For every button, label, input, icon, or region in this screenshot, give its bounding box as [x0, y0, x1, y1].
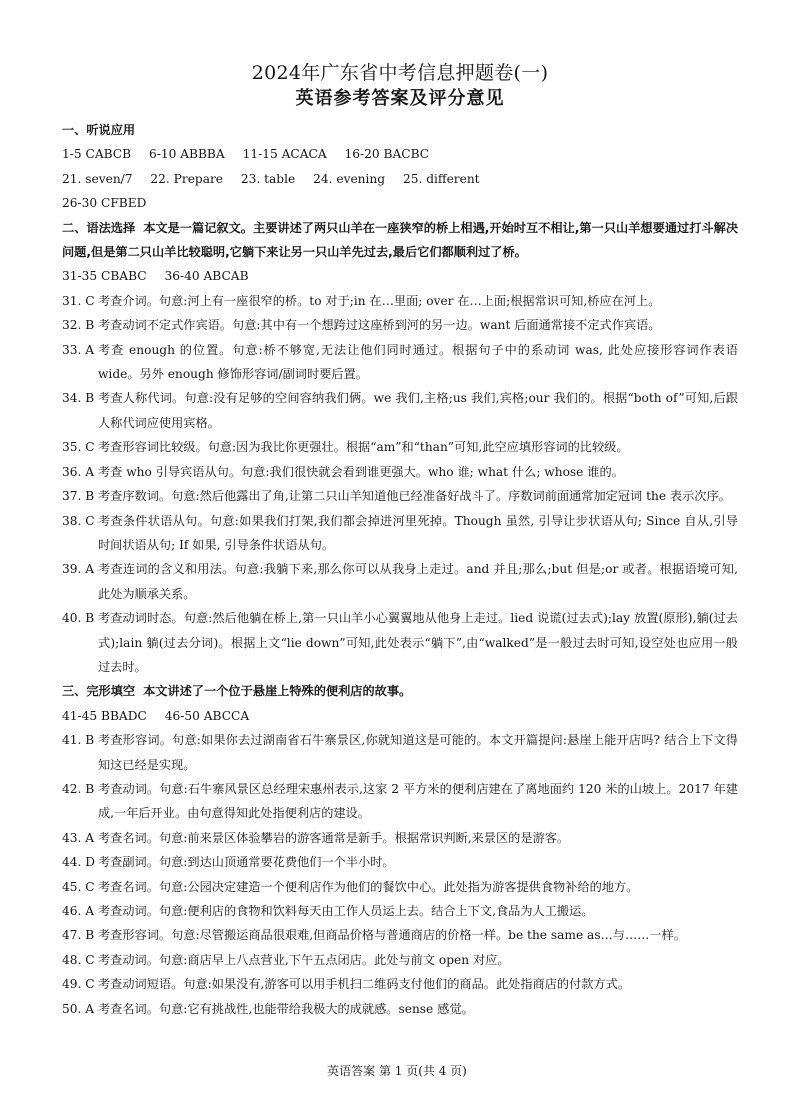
section-1-answers-row-3: 26-30 CFBED — [62, 196, 147, 211]
item-explanation: 考查副词。句意:到达山顶通常要花费他们一个半小时。 — [98, 855, 395, 870]
section-3-answers — [62, 704, 738, 728]
explanation-item — [62, 484, 738, 508]
item-explanation: 考查动词。句意:商店早上八点营业,下午五点闭店。此处与前文 open 对应。 — [98, 952, 510, 967]
item-number: 50. A — [62, 1001, 95, 1016]
document-subtitle: 英语参考答案及评分意见 — [295, 88, 505, 109]
item-explanation: 考查 enough 的位置。句意:桥不够宽,无法让他们同时通过。根据句子中的系动词 was, 此处应接形容词作表语 wide。另外 enough 修饰形容词/副词时要后置。 — [98, 342, 738, 382]
item-number: 47. B — [62, 928, 95, 943]
item-number: 46. A — [62, 904, 95, 918]
answer-group: 46-50 ABCCA — [164, 708, 250, 723]
explanation-item — [62, 557, 738, 606]
item-number: 48. C — [62, 952, 95, 967]
item-explanation: 考查介词。句意:河上有一座很窄的桥。to 对于;in 在…里面; over 在…上面;根据常识可知,桥应在河上。 — [98, 293, 661, 308]
item-number: 41. B — [62, 733, 95, 748]
section-1-answers-row-1 — [62, 142, 738, 166]
item-number: 43. A — [62, 830, 95, 845]
section-2-intro-block — [62, 216, 738, 265]
item-number: 38. C — [62, 513, 95, 528]
document-title: 2024年广东省中考信息押题卷(一) — [251, 62, 549, 84]
explanation-item — [62, 386, 738, 435]
section-1-answers-row-2 — [62, 167, 738, 191]
explanation-item — [62, 777, 738, 826]
explanation-item — [62, 923, 738, 947]
explanation-item — [62, 972, 738, 996]
explanation-item — [62, 948, 738, 972]
item-explanation: 考查序数词。句意:然后他露出了角,让第二只山羊知道他已经准备好战斗了。序数词前面通常加定冠词 the 表示次序。 — [98, 489, 731, 504]
item-explanation: 考查动词。句意:便利店的食物和饮料每天由工作人员运上去。结合上下文,食品为人工搬运。 — [98, 904, 594, 918]
item-number: 35. C — [62, 440, 95, 455]
item-number: 37. B — [62, 489, 95, 504]
item-number: 49. C — [62, 977, 95, 992]
section-1-heading: 一、听说应用 — [62, 123, 136, 137]
item-number: 34. B — [62, 391, 95, 406]
item-explanation: 考查动词时态。句意:然后他躺在桥上,第一只山羊小心翼翼地从他身上走过。lied 说谎(过去式);lay 放置(原形),躺(过去式);lain 躺(过去分词)。根据上文“lie down”可知,此处表示“躺下”,由“walked”是一般过去时可知,设空处也应用一般过去时。 — [98, 611, 738, 674]
answer-word: 21. seven/7 — [62, 171, 133, 186]
page-footer: 英语答案 第 1 页(共 4 页) — [327, 1064, 467, 1078]
item-explanation: 考查名词。句意:它有挑战性,也能带给我极大的成就感。sense 感觉。 — [98, 1001, 474, 1016]
section-2-explanations — [62, 289, 738, 680]
answer-word: 23. table — [240, 171, 296, 186]
explanation-item — [62, 460, 738, 484]
item-explanation: 考查动词。句意:石牛寨风景区总经理宋惠州表示,这家 2 平方米的便利店建在了离地面约 120 米的山坡上。2017 年建成,一年后开业。由句意得知此处指便利店的建设。 — [98, 781, 738, 821]
answer-group: 36-40 ABCAB — [164, 269, 249, 284]
item-explanation: 考查条件状语从句。句意:如果我们打架,我们都会掉进河里死掉。Though 虽然, 引导让步状语从句; Since 自从,引导时间状语从句; If 如果, 引导条件状语从句。 — [98, 513, 738, 552]
item-number: 31. C — [62, 293, 95, 308]
item-number: 40. B — [62, 611, 95, 626]
explanation-item — [62, 826, 738, 850]
item-explanation: 考查动词短语。句意:如果没有,游客可以用手机扫二维码支付他们的商品。此处指商店的付款方式。 — [98, 977, 631, 992]
item-explanation: 考查形容词。句意:尽管搬运商品很艰难,但商品价格与普通商店的价格一样。be the same as…与……一样。 — [98, 928, 686, 943]
explanation-item — [62, 850, 738, 874]
explanation-item — [62, 289, 738, 313]
item-explanation: 考查动词不定式作宾语。句意:其中有一个想跨过这座桥到河的另一边。want 后面通常接不定式作宾语。 — [98, 318, 661, 333]
section-3-intro-block — [62, 679, 738, 703]
answer-group: 6-10 ABBBA — [148, 147, 225, 162]
explanation-item — [62, 875, 738, 899]
explanation-item — [62, 997, 738, 1021]
section-3-summary: 本文讲述了一个位于悬崖上特殊的便利店的故事。 — [143, 684, 412, 699]
item-explanation: 考查形容词比较级。句意:因为我比你更强壮。根据“am”和“than”可知,此空应填形容词的比较级。 — [98, 440, 629, 455]
item-number: 44. D — [62, 855, 96, 870]
answer-group: 41-45 BBADC — [62, 708, 147, 723]
section-3-heading: 三、完形填空 — [62, 684, 136, 699]
answer-group: 11-15 ACACA — [242, 147, 327, 162]
explanation-item — [62, 313, 738, 337]
item-number: 32. B — [62, 318, 95, 333]
item-number: 36. A — [62, 464, 95, 479]
answer-group: 16-20 BACBC — [344, 147, 430, 162]
explanation-item — [62, 509, 738, 558]
item-number: 45. C — [62, 879, 95, 894]
item-number: 33. A — [62, 342, 95, 357]
explanation-item — [62, 899, 738, 923]
section-2-heading: 二、语法选择 — [62, 220, 136, 235]
explanation-item — [62, 338, 738, 387]
item-explanation: 考查连词的含义和用法。句意:我躺下来,那么你可以从我身上走过。and 并且;那么;but 但是;or 或者。根据语境可知,此处为顺承关系。 — [98, 562, 738, 601]
item-explanation: 考查人称代词。句意:没有足够的空间容纳我们俩。we 我们,主格;us 我们,宾格;our 我们的。根据“both of”可知,后跟人称代词应使用宾格。 — [98, 391, 738, 430]
answer-group: 31-35 CBABC — [62, 269, 147, 284]
item-number: 39. A — [62, 562, 95, 577]
answer-word: 25. different — [402, 171, 480, 186]
section-2-summary: 本文是一篇记叙文。主要讲述了两只山羊在一座狭窄的桥上相遇,开始时互不相让,第一只山羊想要通过打斗解决问题,但是第二只山羊比较聪明,它躺下来让另一只山羊先过去,最后它们都顺利过了桥。 — [62, 220, 739, 260]
item-explanation: 考查形容词。句意:如果你去过湖南省石牛寨景区,你就知道这是可能的。本文开篇提问:悬崖上能开店吗? 结合上下文得知这已经是实现。 — [98, 733, 738, 772]
explanation-item — [62, 606, 738, 679]
answer-group: 1-5 CABCB — [62, 147, 132, 162]
item-number: 42. B — [62, 781, 95, 796]
explanation-item — [62, 728, 738, 777]
section-3-explanations — [62, 728, 738, 1021]
explanation-item — [62, 435, 738, 459]
answer-word: 24. evening — [313, 171, 386, 186]
section-2-answers — [62, 264, 738, 288]
item-explanation: 考查名词。句意:前来景区体验攀岩的游客通常是新手。根据常识判断,来景区的是游客。 — [98, 830, 570, 845]
item-explanation: 考查 who 引导宾语从句。句意:我们很快就会看到谁更强大。who 谁; what 什么; whose 谁的。 — [98, 464, 624, 479]
item-explanation: 考查名词。句意:公园决定建造一个便利店作为他们的餐饮中心。此处指为游客提供食物补给的地方。 — [98, 879, 639, 894]
answer-word: 22. Prepare — [150, 171, 224, 186]
